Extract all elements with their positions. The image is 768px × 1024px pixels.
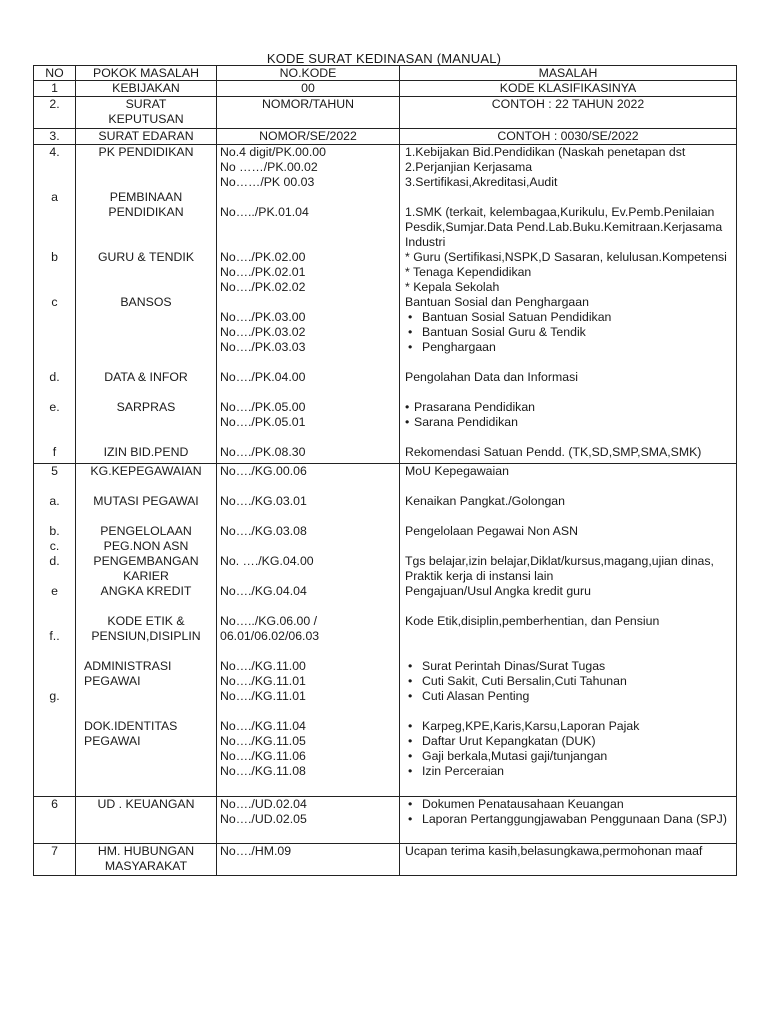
header-no: NO	[34, 66, 76, 81]
kg-masalah: Kode Etik,disiplin,pemberhentian, dan Pensiun	[405, 614, 660, 628]
row-pokok: KEBIJAKAN	[76, 81, 217, 97]
pk-no: 4.	[49, 145, 60, 159]
document-title: KODE SURAT KEDINASAN (MANUAL)	[266, 51, 502, 66]
pk-pokok: PEMBINAAN	[109, 190, 183, 204]
pk-kode: No…./PK.08.30	[220, 445, 306, 459]
pk-kode: No…../PK.01.04	[220, 205, 309, 219]
row-pokok: SURAT EDARAN	[76, 129, 217, 145]
pk-masalah-bullet: • Bantuan Sosial Satuan Pendidikan	[405, 310, 736, 325]
hm-kode: No…./HM.09	[220, 844, 292, 858]
kg-masalah-bullet: • Cuti Sakit, Cuti Bersalin,Cuti Tahunan	[405, 674, 736, 689]
kg-kode: No…./KG.03.01	[220, 494, 307, 508]
kg-no: a.	[49, 494, 60, 508]
kg-masalah-bullet: • Cuti Alasan Penting	[405, 689, 736, 704]
hm-masalah: Ucapan terima kasih,belasungkawa,permohonan maaf	[405, 844, 703, 858]
pk-masalah: Industri	[405, 235, 446, 249]
header-masalah: MASALAH	[400, 66, 737, 81]
kg-pokok: MUTASI PEGAWAI	[93, 494, 199, 508]
pk-pokok: GURU & TENDIK	[97, 250, 195, 264]
pk-masalah: Pengolahan Data dan Informasi	[405, 370, 578, 384]
pk-kode: No.4 digit/PK.00.00	[220, 145, 326, 159]
kg-pokok: PENSIUN,DISIPLIN	[91, 629, 201, 643]
pk-no: b	[51, 250, 58, 264]
table-row	[34, 81, 737, 97]
row-masalah: KODE KLASIFIKASINYA	[400, 81, 737, 97]
row-no: 3.	[34, 129, 76, 145]
pk-pokok: DATA & INFOR	[104, 370, 188, 384]
kg-masalah: MoU Kepegawaian	[405, 464, 509, 478]
pk-kode: No…./PK.02.00	[220, 250, 306, 264]
pk-masalah: Rekomendasi Satuan Pendd. (TK,SD,SMP,SMA,SMK)	[405, 445, 702, 459]
ud-no: 6	[51, 797, 58, 811]
pk-pokok: PENDIDIKAN	[108, 205, 184, 219]
kg-pokok: KARIER	[123, 569, 169, 583]
kg-kode: No…./KG.11.04	[220, 719, 306, 733]
pk-pokok: SARPRAS	[116, 400, 176, 414]
pk-kode: No…./PK.05.01	[220, 415, 306, 429]
table-row-kg	[34, 464, 737, 797]
table-row	[34, 129, 737, 145]
pk-masalah: * Kepala Sekolah	[405, 280, 500, 294]
classification-table	[33, 65, 737, 876]
kg-no: g.	[49, 689, 60, 703]
pk-kode: No…./PK.02.01	[220, 265, 306, 279]
pk-pokok: BANSOS	[120, 295, 172, 309]
kg-kode: No…./KG.11.01	[220, 689, 306, 703]
kg-masalah: Pengelolaan Pegawai Non ASN	[405, 524, 578, 538]
pk-no: c	[51, 295, 58, 309]
pk-kode: No…./PK.05.00	[220, 400, 306, 414]
pk-masalah: * Tenaga Kependidikan	[405, 265, 532, 279]
pk-masalah-bullet: • Prasarana Pendidikan	[405, 400, 736, 415]
table-row-hm	[34, 844, 737, 876]
row-masalah: CONTOH : 0030/SE/2022	[400, 129, 737, 145]
row-pokok-line: KEPUTUSAN	[108, 112, 184, 126]
kg-masalah-bullet: • Izin Perceraian	[405, 764, 736, 779]
hm-pokok: HM. HUBUNGAN	[97, 844, 195, 858]
kg-kode: No…./KG.11.08	[220, 764, 306, 778]
pk-pokok: PK PENDIDIKAN	[98, 145, 194, 159]
row-no: 1	[34, 81, 76, 97]
pk-kode: No…./PK.03.00	[220, 310, 306, 324]
pk-masalah: 1.Kebijakan Bid.Pendidikan (Naskah penetapan dst	[405, 145, 686, 159]
kg-kode: 06.01/06.02/06.03	[220, 629, 320, 643]
pk-no: e.	[49, 400, 60, 414]
kg-pokok: PEGAWAI	[84, 734, 141, 748]
table-header-row	[34, 66, 737, 81]
pk-masalah: 1.SMK (terkait, kelembagaa,Kurikulu, Ev.Pemb.Penilaian	[405, 205, 715, 219]
kg-pokok: PEGAWAI	[84, 674, 141, 688]
header-no-kode: NO.KODE	[217, 66, 400, 81]
pk-no: f	[52, 445, 57, 459]
pk-masalah: Pesdik,Sumjar.Data Pend.Lab.Buku.Kemitraan.Kerjasama	[405, 220, 723, 234]
kg-masalah-bullet: • Karpeg,KPE,Karis,Karsu,Laporan Pajak	[405, 719, 736, 734]
header-pokok-masalah: POKOK MASALAH	[76, 66, 217, 81]
row-masalah: CONTOH : 22 TAHUN 2022	[491, 97, 645, 111]
pk-kode: No…./PK.02.02	[220, 280, 306, 294]
hm-no: 7	[51, 844, 58, 858]
kg-kode: No…./KG.11.06	[220, 749, 306, 763]
kg-no: c.	[49, 539, 60, 553]
row-no: 2.	[49, 97, 60, 111]
kg-kode: No…./KG.04.04	[220, 584, 307, 598]
kg-masalah-bullet: • Gaji berkala,Mutasi gaji/tunjangan	[405, 749, 736, 764]
row-kode: 00	[217, 81, 400, 97]
pk-kode: No……/PK 00.03	[220, 175, 315, 189]
ud-pokok: UD . KEUANGAN	[97, 797, 195, 811]
kg-masalah: Tgs belajar,izin belajar,Diklat/kursus,magang,ujian dinas,	[405, 554, 714, 568]
pk-masalah: * Guru (Sertifikasi,NSPK,D Sasaran, kelulusan.Kompetensi	[405, 250, 727, 264]
pk-no: d.	[49, 370, 60, 384]
kg-kode: No…./KG.03.08	[220, 524, 307, 538]
kg-no: f..	[49, 629, 60, 643]
table-row-ud	[34, 797, 737, 844]
table-row-pk	[34, 145, 737, 464]
table-row	[34, 97, 737, 129]
kg-pokok: PENGEMBANGAN	[93, 554, 199, 568]
row-pokok-line: SURAT	[125, 97, 167, 111]
ud-masalah-bullet: • Laporan Pertanggungjawaban Penggunaan Dana (SPJ)	[405, 812, 736, 827]
kg-pokok: ADMINISTRASI	[84, 659, 172, 673]
kg-pokok: PEG.NON ASN	[103, 539, 189, 553]
ud-masalah-bullet: • Dokumen Penatausahaan Keuangan	[405, 797, 736, 812]
pk-kode: No…./PK.03.03	[220, 340, 306, 354]
kg-no: 5	[51, 464, 58, 478]
kg-pokok: KODE ETIK &	[107, 614, 185, 628]
ud-kode: No…./UD.02.05	[220, 812, 307, 826]
pk-masalah: 3.Sertifikasi,Akreditasi,Audit	[405, 175, 558, 189]
row-kode: NOMOR/SE/2022	[217, 129, 400, 145]
kg-pokok: DOK.IDENTITAS	[84, 719, 178, 733]
kg-kode: No…../KG.06.00 /	[220, 614, 318, 628]
kg-pokok: ANGKA KREDIT	[100, 584, 192, 598]
kg-kode: No…./KG.11.01	[220, 674, 306, 688]
kg-masalah: Kenaikan Pangkat./Golongan	[405, 494, 565, 508]
row-kode: NOMOR/TAHUN	[262, 97, 354, 111]
pk-masalah: 2.Perjanjian Kerjasama	[405, 160, 533, 174]
kg-kode: No…./KG.00.06	[220, 464, 307, 478]
pk-masalah-bullet: • Penghargaan	[405, 340, 736, 355]
hm-pokok: MASYARAKAT	[104, 859, 188, 873]
kg-no: d.	[49, 554, 60, 568]
pk-kode: No ……/PK.00.02	[220, 160, 318, 174]
kg-kode: No…./KG.11.05	[220, 734, 306, 748]
kg-masalah-bullet: • Surat Perintah Dinas/Surat Tugas	[405, 659, 736, 674]
pk-pokok: IZIN BID.PEND	[103, 445, 189, 459]
kg-masalah: Praktik kerja di instansi lain	[405, 569, 554, 583]
kg-no: e	[51, 584, 58, 598]
pk-kode: No…./PK.04.00	[220, 370, 306, 384]
pk-no: a	[51, 190, 58, 204]
kg-kode: No. …./KG.04.00	[220, 554, 314, 568]
kg-pokok: PENGELOLAAN	[100, 524, 192, 538]
pk-masalah-bullet: • Sarana Pendidikan	[405, 415, 736, 430]
pk-masalah: Bantuan Sosial dan Penghargaan	[405, 295, 589, 309]
kg-pokok: KG.KEPEGAWAIAN	[90, 464, 202, 478]
kg-masalah-bullet: • Daftar Urut Kepangkatan (DUK)	[405, 734, 736, 749]
ud-kode: No…./UD.02.04	[220, 797, 307, 811]
pk-masalah-bullet: • Bantuan Sosial Guru & Tendik	[405, 325, 736, 340]
kg-kode: No…./KG.11.00	[220, 659, 306, 673]
kg-no: b.	[49, 524, 60, 538]
kg-masalah: Pengajuan/Usul Angka kredit guru	[405, 584, 591, 598]
pk-kode: No…./PK.03.02	[220, 325, 306, 339]
